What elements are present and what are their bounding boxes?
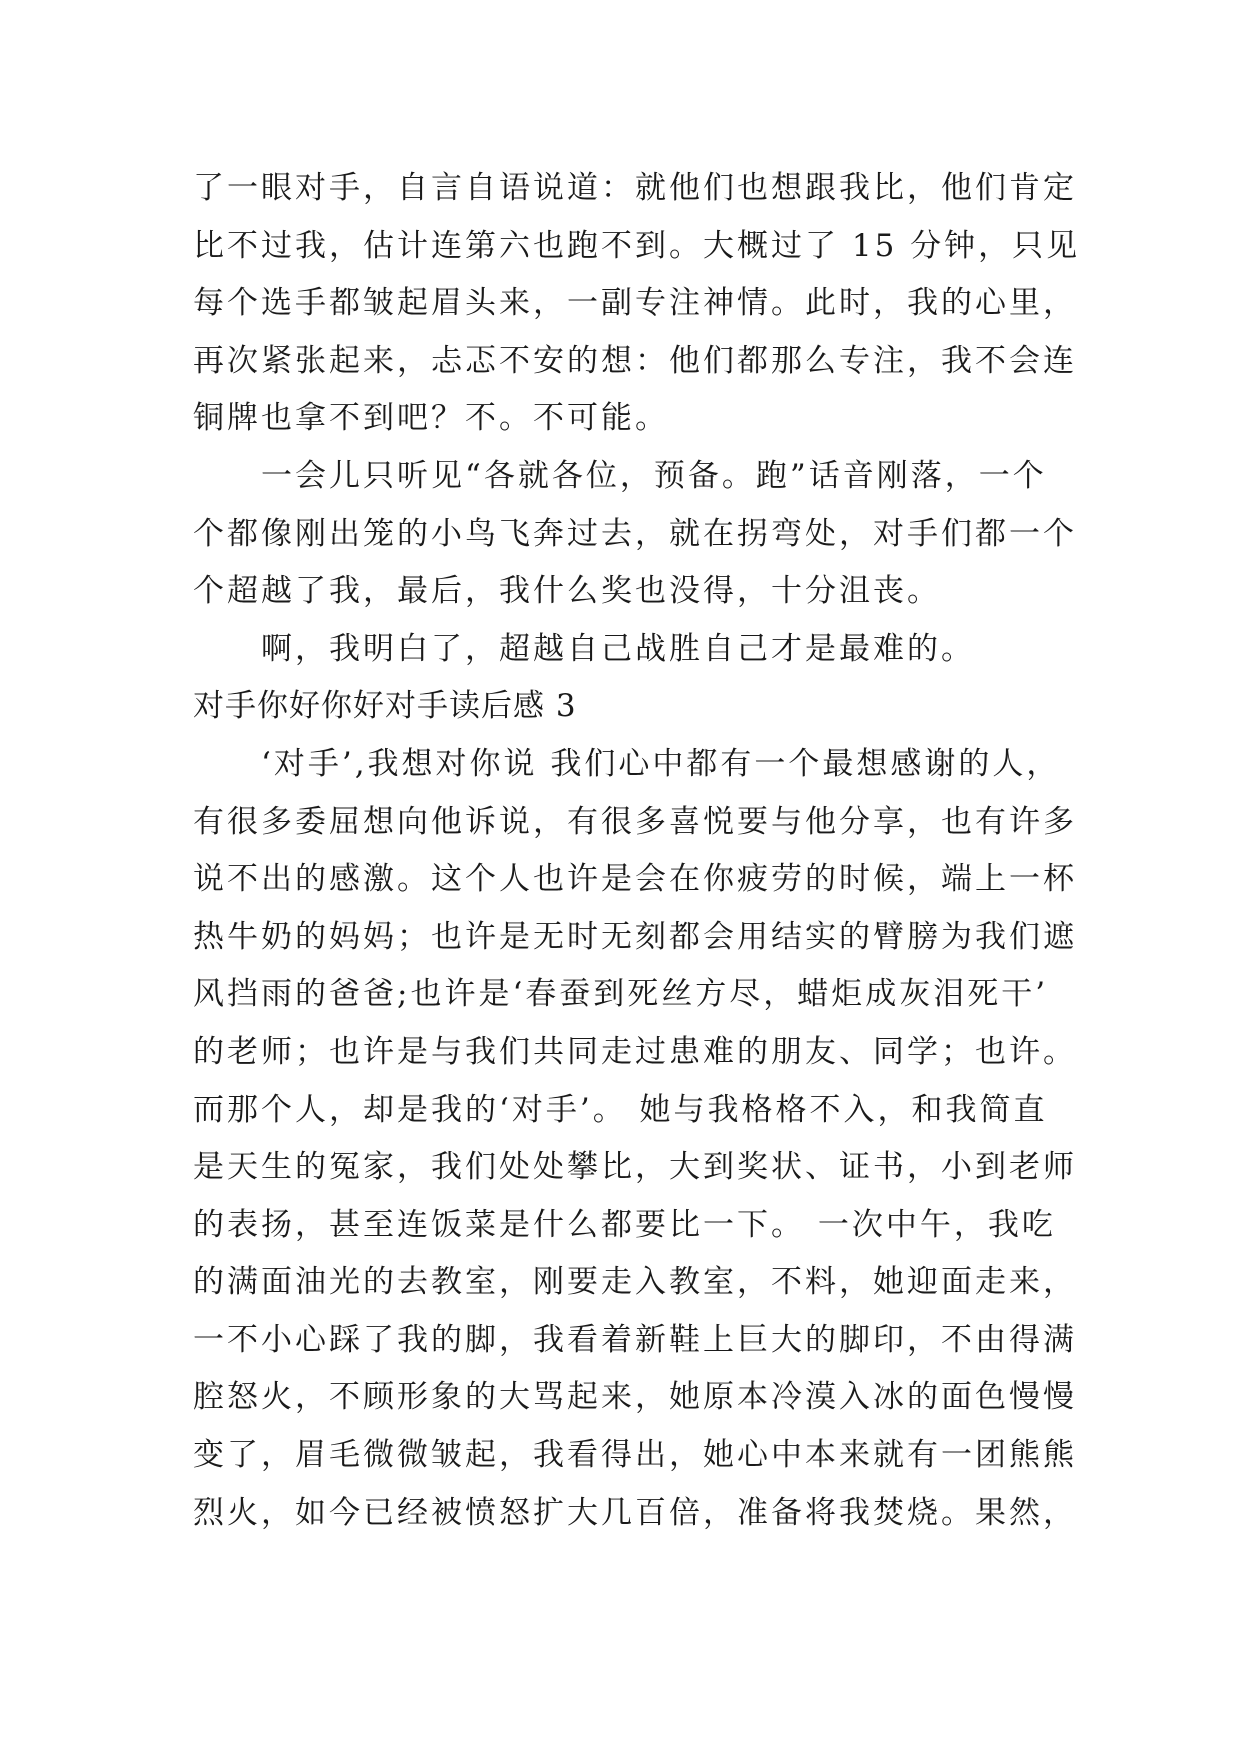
text-line: 风挡雨的爸爸;也许是‘春蚕到死丝方尽，蜡炬成灰泪死干’ (193, 976, 1049, 1013)
text-line: 个都像刚出笼的小鸟飞奔过去，就在拐弯处，对手们都一个 (193, 515, 1077, 552)
body-text (193, 160, 1081, 1542)
text-line: 是天生的冤家，我们处处攀比，大到奖状、证书，小到老师 (193, 1149, 1077, 1186)
text-line: 变了，眉毛微微皱起，我看得出，她心中本来就有一团熊熊 (193, 1437, 1077, 1474)
text-line: 了一眼对手，自言自语说道：就他们也想跟我比，他们肯定 (193, 170, 1077, 206)
text-line: 说不出的感激。这个人也许是会在你疲劳的时候，端上一杯 (193, 861, 1077, 898)
text-line: 而那个人，却是我的‘对手’。 她与我格格不入，和我简直 (193, 1091, 1048, 1128)
text-line: 的表扬，甚至连饭菜是什么都要比一下。 一次中午，我吃 (193, 1206, 1056, 1243)
text-line: 铜牌也拿不到吧？不。不可能。 (193, 400, 669, 437)
text-line: 一不小心踩了我的脚，我看着新鞋上巨大的脚印，不由得满 (193, 1321, 1077, 1358)
text-line: 腔怒火，不顾形象的大骂起来，她原本冷漠入冰的面色慢慢 (193, 1379, 1077, 1416)
section-heading: 对手你好你好对手读后感 3 (193, 688, 577, 725)
text-line: 热牛奶的妈妈；也许是无时无刻都会用结实的臂膀为我们遮 (193, 918, 1077, 955)
text-line: 每个选手都皱起眉头来，一副专注神情。此时，我的心里， (193, 285, 1077, 322)
text-line: 比不过我，估计连第六也跑不到。大概过了 15 分钟，只见 (193, 227, 1081, 264)
text-line: 的老师；也许是与我们共同走过患难的朋友、同学；也许。 (193, 1033, 1077, 1070)
text-line: 再次紧张起来，忐忑不安的想：他们都那么专注，我不会连 (193, 342, 1077, 379)
text-line: 一会儿只听见“各就各位，预备。跑”话音刚落，一个 (193, 457, 1047, 494)
text-line: 个超越了我，最后，我什么奖也没得，十分沮丧。 (193, 573, 941, 610)
text-line: 啊，我明白了，超越自己战胜自己才是最难的。 (193, 630, 975, 667)
text-line: 烈火，如今已经被愤怒扩大几百倍，准备将我焚烧。果然， (193, 1494, 1077, 1531)
text-line: ‘对手’,我想对你说 我们心中都有一个最想感谢的人， (193, 745, 1061, 782)
text-line: 的满面油光的去教室，刚要走入教室，不料，她迎面走来， (193, 1264, 1077, 1301)
text-line: 有很多委屈想向他诉说，有很多喜悦要与他分享，也有许多 (193, 803, 1077, 840)
